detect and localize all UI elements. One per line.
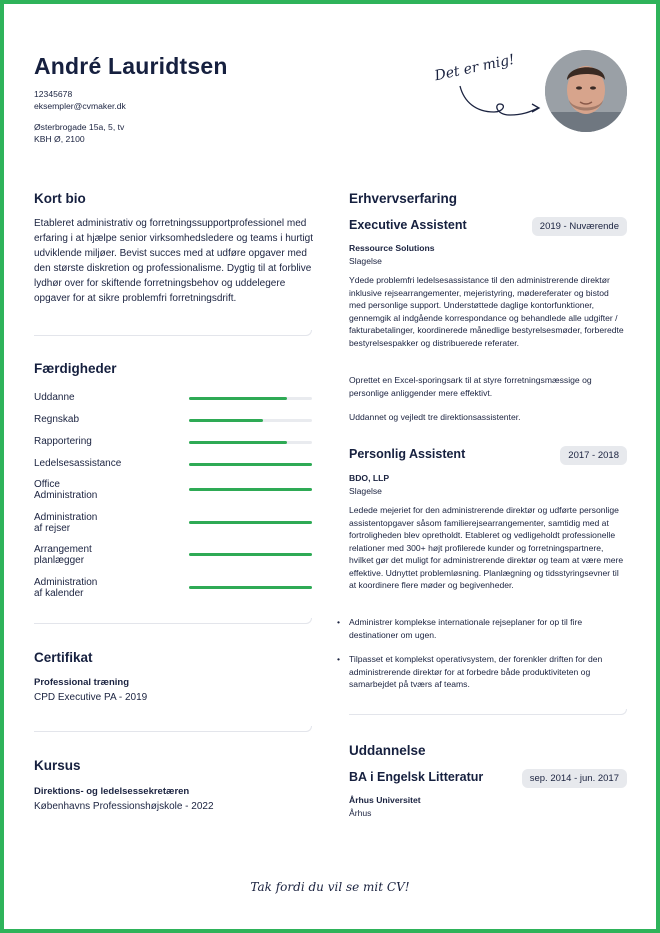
skill-row (34, 512, 316, 538)
list-item: • Tilpasset et komplekst operativsystem, der forenkler driften for den administrerende direktør for at forbedre både produktiviteten og samarbejdet på tværs af teams. (349, 653, 627, 691)
phone-number: 12345678 (34, 89, 73, 99)
education-title: Uddannelse (349, 743, 426, 758)
candidate-name: André Lauridtsen (34, 53, 228, 79)
address-line-1: Østerbrogade 15a, 5, tv (34, 122, 125, 132)
skill-bar-fill (189, 441, 287, 444)
skill-bar-track (189, 463, 312, 466)
job-title: Personlig Assistent (349, 447, 466, 461)
arrow-icon (456, 82, 544, 122)
email-address: eksempler@cvmaker.dk (34, 101, 126, 111)
bio-text: Etableret administrativ og forretningssupportprofessionel med erfaring i at hjælpe senior virksomhedsledere og teams i hurtigt udviklende miljøer. Bevist succes med at udføre opgaver med den største diskretion og professionalisme. Dygtig til at forblive lydhør over for skiftende forretningsbehov og uddelegere opgaver for at sikre problemfri forretningsdrift. (34, 218, 314, 304)
skill-bar-track (189, 397, 312, 400)
address-line-2: KBH Ø, 2100 (34, 134, 85, 144)
certificate-title: Certifikat (34, 650, 93, 665)
skill-bar-track (189, 521, 312, 524)
course-title: Kursus (34, 758, 81, 773)
job-period-badge: 2019 - Nuværende (532, 217, 627, 236)
skill-row (34, 544, 316, 570)
skill-label: Uddanne (34, 392, 75, 403)
skill-label: Office Administration (34, 479, 98, 501)
skill-bar-fill (189, 586, 312, 589)
job-description: Oprettet en Excel-sporingsark til at styre forretningsmæssige og personlige anliggender mere effektivt. (349, 375, 592, 398)
skill-label: Arrangement planlægger (34, 544, 92, 566)
job-period-badge: 2017 - 2018 (560, 446, 627, 465)
skill-row (34, 479, 316, 505)
divider (34, 618, 312, 624)
skill-label: Rapportering (34, 436, 92, 447)
skill-row (34, 577, 316, 603)
job-bullet-list (349, 616, 627, 703)
skill-bar-fill (189, 463, 312, 466)
job-description: Ydede problemfri ledelsesassistance til den administrerende direktør inklusive rejsearrangementer, mejeristyring, mødereferater og bistod med personlige support. Understøttede daglige kontorfunktioner, gennemgik al indgående korrespondance og behandlede alle udgifter / fakturabetalinger, koordinerede månedlige bestyrelsesmøder, forberedte bestyrelsespakker og distribuerede referater. (349, 275, 624, 348)
skill-bar-track (189, 441, 312, 444)
skills-title: Færdigheder (34, 361, 117, 376)
job-description: Ledede mejeriet for den administrerende direktør og udførte personlige assistentopgaver såsom familierejsearrangementer, samtidig med at fortroligheden blev opretholdt. Etableret og vedligeholdt professionelle relationer med 300+ højt profilerede kunder og forretningspartnere, hvilket gør det muligt for administrerende direktør og team at være mere effektive. Udnyttet problemløsning. Planlægning og tidsstyringsevner til at koordinere flere møder og begivenheder. (349, 505, 624, 590)
skill-label: Regnskab (34, 414, 80, 425)
job-location: Slagelse (349, 486, 382, 496)
skill-bar-track (189, 419, 312, 422)
job-company: BDO, LLP (349, 473, 390, 483)
education-period-badge: sep. 2014 - jun. 2017 (522, 769, 627, 788)
skill-bar-track (189, 553, 312, 556)
degree-title: BA i Engelsk Litteratur (349, 770, 484, 784)
experience-title: Erhvervserfaring (349, 191, 458, 206)
skill-label: Administration af rejser (34, 512, 98, 534)
certificate-detail: CPD Executive PA - 2019 (34, 692, 148, 703)
divider (34, 726, 312, 732)
skill-bar-fill (189, 419, 263, 422)
course-detail: Københavns Professionshøjskole - 2022 (34, 801, 214, 812)
divider (349, 709, 627, 715)
skill-bar-fill (189, 521, 312, 524)
job-description: Uddannet og vejledt tre direktionsassistenter. (349, 412, 521, 422)
certificate-name: Professional træning (34, 677, 130, 688)
course-name: Direktions- og ledelsessekretæren (34, 786, 190, 797)
skill-label: Ledelsesassistance (34, 458, 122, 469)
divider (34, 330, 312, 336)
footer-note: Tak fordi du vil se mit CV! (250, 880, 410, 894)
job-company: Ressource Solutions (349, 243, 435, 253)
skill-bar-track (189, 586, 312, 589)
profile-photo (545, 50, 627, 132)
skill-bar-fill (189, 397, 287, 400)
list-item: • Administrer komplekse internationale rejseplaner for op til fire destinationer om ugen. (349, 616, 627, 641)
skill-bar-fill (189, 488, 312, 491)
signature-note: Det er mig! (433, 51, 517, 85)
school-city: Århus (349, 808, 372, 818)
bio-title: Kort bio (34, 191, 86, 206)
skill-bar-track (189, 488, 312, 491)
skill-bar-fill (189, 553, 312, 556)
school-name: Århus Universitet (349, 795, 421, 805)
job-location: Slagelse (349, 256, 382, 266)
skill-label: Administration af kalender (34, 577, 98, 599)
job-title: Executive Assistent (349, 218, 467, 232)
